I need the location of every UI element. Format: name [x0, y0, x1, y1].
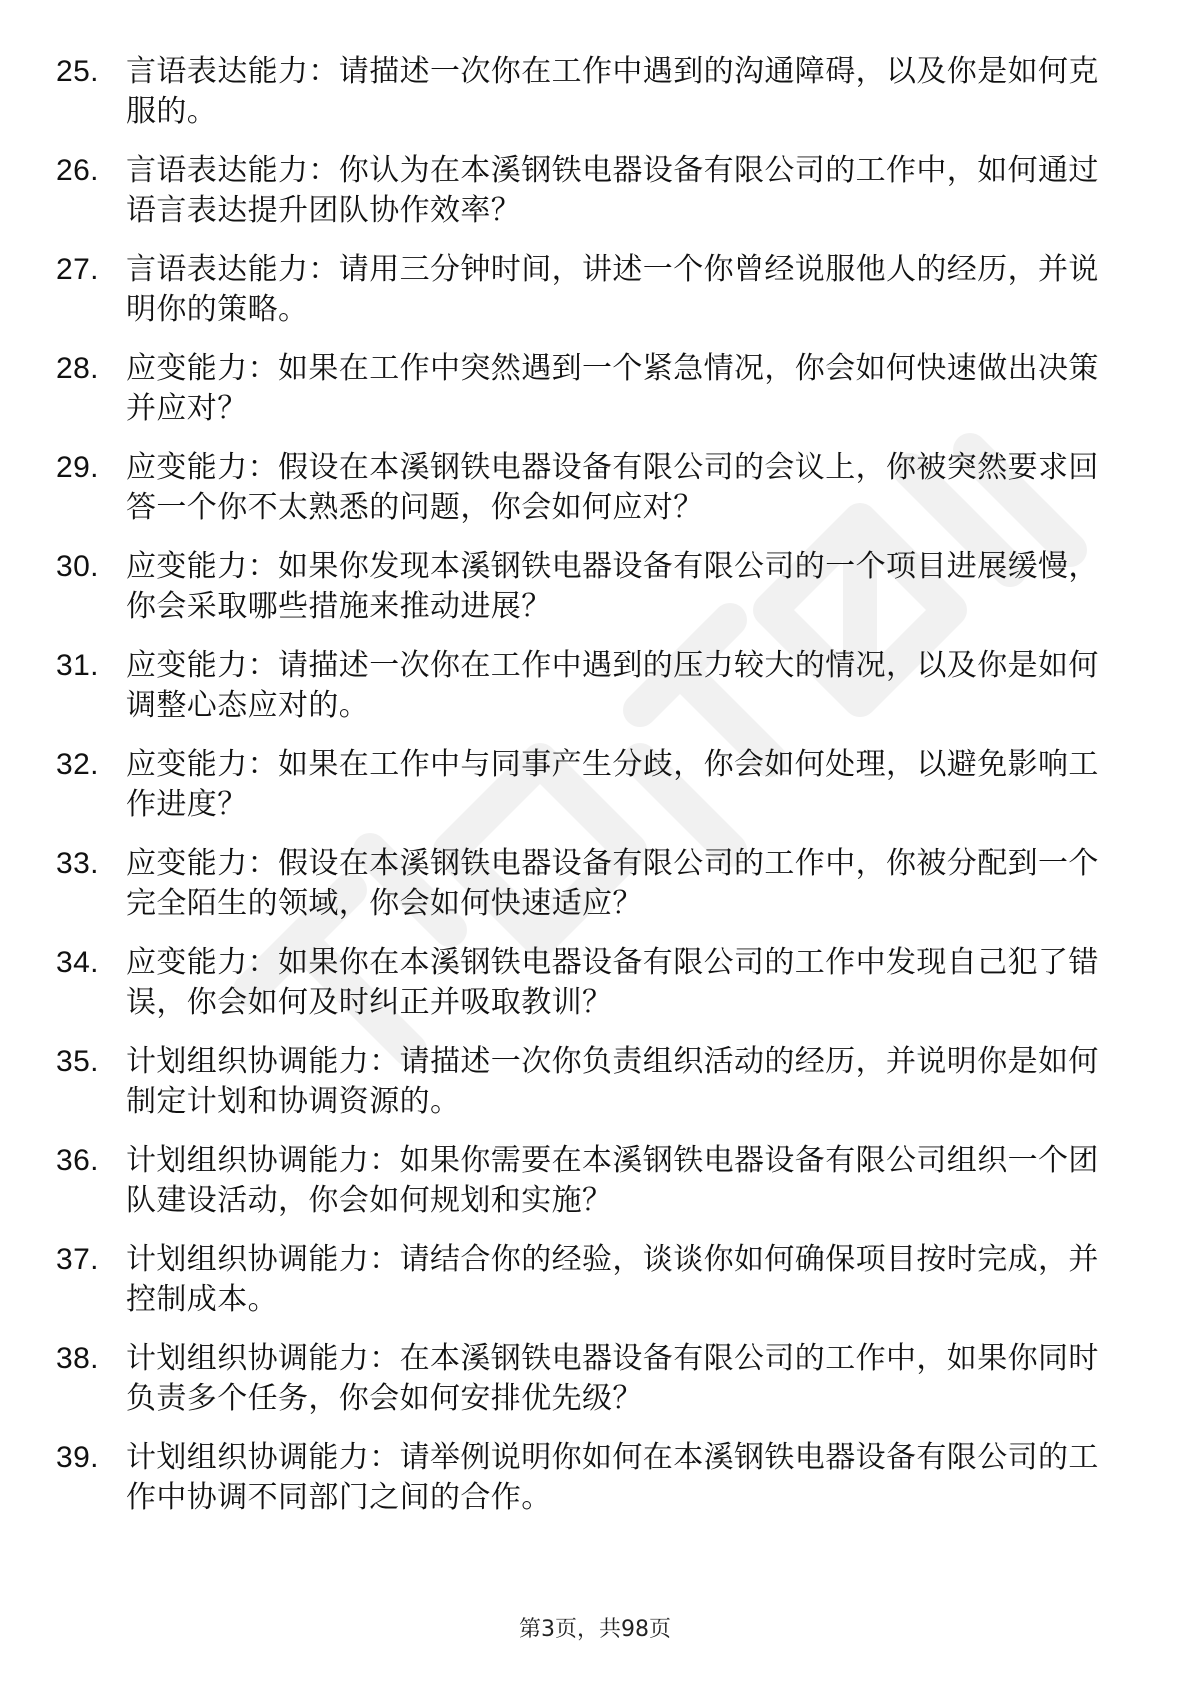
question-text: 言语表达能力：请用三分钟时间，讲述一个你曾经说服他人的经历，并说明你的策略。	[126, 252, 1099, 327]
question-item	[56, 448, 1116, 528]
question-number: 33.	[56, 847, 99, 880]
question-item	[56, 151, 1116, 231]
question-item	[56, 547, 1116, 627]
question-item	[56, 1141, 1116, 1221]
question-number: 30.	[56, 550, 99, 583]
question-number: 31.	[56, 649, 99, 682]
question-number: 37.	[56, 1243, 99, 1276]
question-text: 言语表达能力：请描述一次你在工作中遇到的沟通障碍，以及你是如何克服的。	[126, 54, 1099, 129]
question-item	[56, 1240, 1116, 1320]
question-item	[56, 745, 1116, 825]
question-text: 计划组织协调能力：如果你需要在本溪钢铁电器设备有限公司组织一个团队建设活动，你会如何规划和实施？	[126, 1143, 1099, 1218]
question-text: 计划组织协调能力：请描述一次你负责组织活动的经历，并说明你是如何制定计划和协调资源的。	[126, 1044, 1099, 1119]
question-text: 应变能力：假设在本溪钢铁电器设备有限公司的工作中，你被分配到一个完全陌生的领域，你会如何快速适应？	[126, 846, 1099, 921]
question-number: 35.	[56, 1045, 99, 1078]
question-text: 应变能力：假设在本溪钢铁电器设备有限公司的会议上，你被突然要求回答一个你不太熟悉的问题，你会如何应对？	[126, 450, 1099, 525]
question-item	[56, 52, 1116, 132]
question-item	[56, 250, 1116, 330]
question-list	[56, 52, 1116, 1537]
page-footer: 第3页，共98页	[519, 1617, 671, 1642]
question-item	[56, 1339, 1116, 1419]
question-text: 计划组织协调能力：请举例说明你如何在本溪钢铁电器设备有限公司的工作中协调不同部门之间的合作。	[126, 1440, 1099, 1515]
question-item	[56, 349, 1116, 429]
question-number: 32.	[56, 748, 99, 781]
question-number: 25.	[56, 55, 99, 88]
question-text: 应变能力：如果你在本溪钢铁电器设备有限公司的工作中发现自己犯了错误，你会如何及时纠正并吸取教训？	[126, 945, 1099, 1020]
question-text: 应变能力：如果在工作中与同事产生分歧，你会如何处理，以避免影响工作进度？	[126, 747, 1099, 822]
question-item	[56, 1042, 1116, 1122]
question-item	[56, 646, 1116, 726]
question-item	[56, 943, 1116, 1023]
question-item	[56, 1438, 1116, 1518]
question-number: 39.	[56, 1441, 99, 1474]
question-number: 29.	[56, 451, 99, 484]
question-text: 应变能力：如果在工作中突然遇到一个紧急情况，你会如何快速做出决策并应对？	[126, 351, 1099, 426]
question-number: 34.	[56, 946, 99, 979]
question-text: 言语表达能力：你认为在本溪钢铁电器设备有限公司的工作中，如何通过语言表达提升团队协作效率？	[126, 153, 1099, 228]
question-number: 27.	[56, 253, 99, 286]
question-text: 应变能力：如果你发现本溪钢铁电器设备有限公司的一个项目进展缓慢，你会采取哪些措施来推动进展？	[126, 549, 1099, 624]
question-text: 计划组织协调能力：在本溪钢铁电器设备有限公司的工作中，如果你同时负责多个任务，你会如何安排优先级？	[126, 1341, 1099, 1416]
question-item	[56, 844, 1116, 924]
question-text: 应变能力：请描述一次你在工作中遇到的压力较大的情况，以及你是如何调整心态应对的。	[126, 648, 1099, 723]
question-number: 38.	[56, 1342, 99, 1375]
question-number: 26.	[56, 154, 99, 187]
question-number: 28.	[56, 352, 99, 385]
question-text: 计划组织协调能力：请结合你的经验，谈谈你如何确保项目按时完成，并控制成本。	[126, 1242, 1099, 1317]
question-number: 36.	[56, 1144, 99, 1177]
